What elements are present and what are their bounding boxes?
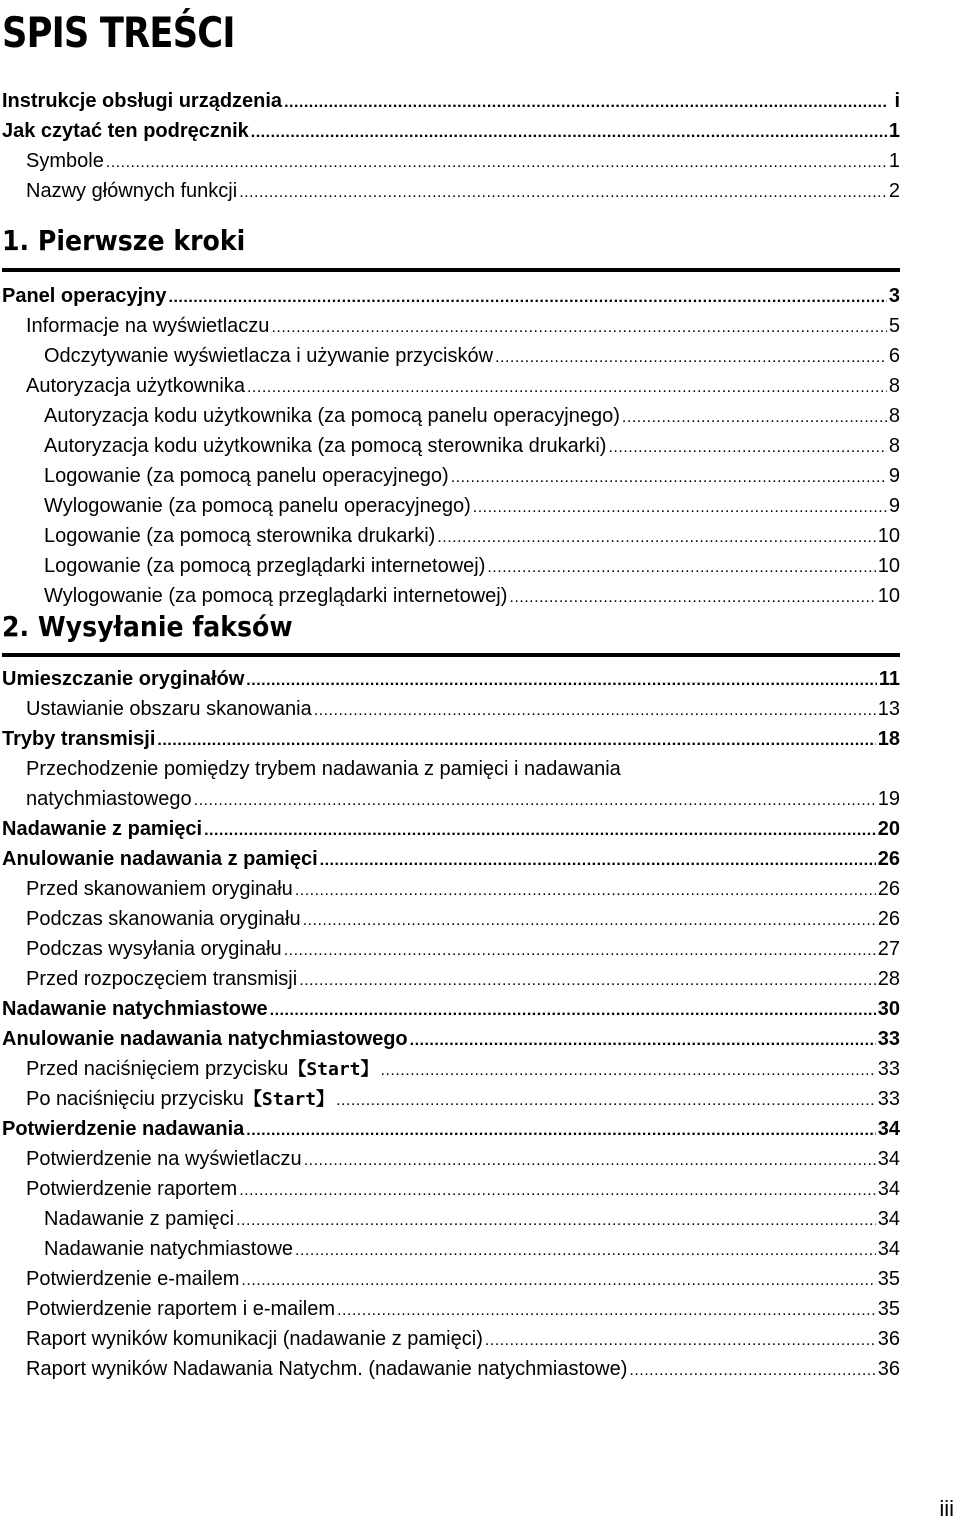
toc-entry-label: Podczas skanowania oryginału: [26, 908, 301, 930]
toc-entry-label: Instrukcje obsługi urządzenia: [2, 90, 283, 112]
dot-leader: [608, 433, 886, 463]
toc-entry-page: 33: [877, 1058, 900, 1080]
toc-entry-page: 3: [888, 285, 900, 307]
toc-entry[interactable]: [0, 844, 900, 874]
dot-leader: [337, 1296, 876, 1326]
dot-leader: [246, 666, 877, 696]
dot-leader: [204, 816, 876, 846]
toc-entry-page: 26: [877, 848, 900, 870]
toc-entry-page: 1: [888, 150, 900, 172]
toc-entry-page: 36: [877, 1328, 900, 1350]
toc-entry[interactable]: [0, 116, 900, 146]
toc-entry-page: 6: [888, 345, 900, 367]
toc-entry-label: Wylogowanie (za pomocą przeglądarki internetowej): [44, 585, 508, 607]
toc-entry-label: Nadawanie natychmiastowe: [2, 998, 268, 1020]
toc-entry-label: Podczas wysyłania oryginału: [26, 938, 282, 960]
dot-leader: [320, 846, 876, 876]
toc-entry[interactable]: [0, 401, 900, 431]
toc-entry-label: Panel operacyjny: [2, 285, 167, 307]
chapter-1-rule: [2, 268, 900, 272]
toc-entry-page: 34: [877, 1148, 900, 1170]
toc-entry-label: Nadawanie z pamięci: [2, 818, 203, 840]
toc-entry-page: i: [894, 90, 900, 112]
toc-entry-label: Przed skanowaniem oryginału: [26, 878, 293, 900]
chapter-1-title: 1. Pierwsze kroki: [2, 224, 246, 257]
toc-entry-label: Anulowanie nadawania z pamięci: [2, 848, 318, 870]
toc-entry-label: Po naciśnięciu przycisku: [26, 1088, 244, 1110]
toc-entry[interactable]: [0, 994, 900, 1024]
dot-leader: [381, 1056, 876, 1086]
toc-entry-page: 34: [877, 1238, 900, 1260]
toc-intro-section: [0, 86, 900, 206]
toc-entry-label: Raport wyników komunikacji (nadawanie z pamięci): [26, 1328, 483, 1350]
toc-entry-page: 10: [877, 585, 900, 607]
toc-entry-page: 8: [888, 405, 900, 427]
toc-entry[interactable]: [0, 1234, 900, 1264]
chapter-2-rule: [2, 653, 900, 657]
toc-entry[interactable]: [0, 664, 900, 694]
toc-entry-label: Nadawanie natychmiastowe: [44, 1238, 294, 1260]
toc-entry[interactable]: [0, 1204, 900, 1234]
dot-leader: [236, 1206, 876, 1236]
toc-entry-page: 26: [877, 878, 900, 900]
toc-entry-page: 35: [877, 1298, 900, 1320]
toc-entry-label: Autoryzacja kodu użytkownika (za pomocą panelu operacyjnego): [44, 405, 620, 427]
toc-entry[interactable]: [0, 281, 900, 311]
key-label: 【Start】: [243, 1089, 335, 1110]
toc-entry-label: Symbole: [26, 150, 104, 172]
chapter-2-title: 2. Wysyłanie faksów: [2, 610, 293, 643]
toc-entry[interactable]: [0, 341, 900, 371]
dot-leader: [495, 343, 887, 373]
toc-entry-page: 1: [888, 120, 900, 142]
toc-entry[interactable]: [0, 904, 900, 934]
toc-entry-page: 18: [877, 728, 900, 750]
toc-entry[interactable]: [0, 461, 900, 491]
toc-entry[interactable]: [0, 724, 900, 754]
page-number: iii: [939, 1496, 954, 1521]
toc-entry-page: 9: [888, 495, 900, 517]
toc-entry-page: 9: [888, 465, 900, 487]
toc-entry-page: 8: [888, 375, 900, 397]
dot-leader: [169, 283, 887, 313]
toc-entry[interactable]: [0, 964, 900, 994]
dot-leader: [410, 1026, 876, 1056]
toc-entry-page: 36: [877, 1358, 900, 1380]
toc-entry-label: Nazwy głównych funkcji: [26, 180, 238, 202]
dot-leader: [194, 786, 876, 816]
toc-entry[interactable]: [0, 1354, 900, 1384]
dot-leader: [157, 726, 875, 756]
toc-entry[interactable]: [0, 1264, 900, 1294]
toc-entry[interactable]: [0, 521, 900, 551]
toc-entry-page: 33: [877, 1088, 900, 1110]
toc-entry[interactable]: [0, 1024, 900, 1054]
toc-entry-label: Nadawanie z pamięci: [44, 1208, 235, 1230]
toc-entry-label: Ustawianie obszaru skanowania: [26, 698, 312, 720]
dot-leader: [473, 493, 887, 523]
toc-entry[interactable]: [0, 1054, 900, 1084]
dot-leader: [622, 403, 887, 433]
dot-leader: [336, 1086, 876, 1116]
dot-leader: [487, 553, 875, 583]
toc-entry-label: Umieszczanie oryginałów: [2, 668, 245, 690]
toc-entry[interactable]: [0, 1084, 900, 1114]
toc-entry-label: Informacje na wyświetlaczu: [26, 315, 270, 337]
dot-leader: [485, 1326, 876, 1356]
toc-entry-page: 34: [877, 1178, 900, 1200]
toc-entry-label: Przechodzenie pomiędzy trybem nadawania z pamięci i nadawania: [26, 758, 621, 780]
toc-entry[interactable]: [0, 1174, 900, 1204]
toc-entry[interactable]: [0, 146, 900, 176]
page-title: SPIS TREŚCI: [2, 8, 235, 57]
dot-leader: [303, 906, 876, 936]
toc-entry-page: 8: [888, 435, 900, 457]
toc-entry-page: 35: [877, 1268, 900, 1290]
toc-entry-label: Jak czytać ten podręcznik: [2, 120, 249, 142]
toc-entry-label: Autoryzacja użytkownika: [26, 375, 245, 397]
toc-chapter-2-section: [0, 664, 900, 1384]
dot-leader: [629, 1356, 875, 1386]
toc-entry-label: Potwierdzenie nadawania: [2, 1118, 245, 1140]
dot-leader: [451, 463, 887, 493]
toc-chapter-1-section: [0, 281, 900, 611]
dot-leader: [106, 148, 887, 178]
toc-entry[interactable]: [0, 874, 900, 904]
toc-entry[interactable]: [0, 1144, 900, 1174]
toc-entry-label: Autoryzacja kodu użytkownika (za pomocą sterownika drukarki): [44, 435, 607, 457]
toc-entry-page: 10: [877, 555, 900, 577]
toc-entry[interactable]: [0, 491, 900, 521]
toc-entry-label: Odczytywanie wyświetlacza i używanie przycisków: [44, 345, 494, 367]
toc-entry-label: Potwierdzenie na wyświetlaczu: [26, 1148, 302, 1170]
toc-entry[interactable]: [0, 784, 900, 814]
toc-entry-label: Przed rozpoczęciem transmisji: [26, 968, 298, 990]
dot-leader: [271, 313, 886, 343]
toc-entry-label: Potwierdzenie raportem: [26, 1178, 238, 1200]
toc-entry-label: Potwierdzenie e-mailem: [26, 1268, 240, 1290]
dot-leader: [299, 966, 876, 996]
toc-entry-label: Tryby transmisji: [2, 728, 156, 750]
toc-entry[interactable]: [0, 551, 900, 581]
toc-entry-label: Wylogowanie (za pomocą panelu operacyjnego): [44, 495, 471, 517]
toc-entry[interactable]: [0, 176, 900, 206]
key-label: 【Start】: [288, 1059, 379, 1080]
toc-entry[interactable]: [0, 694, 900, 724]
toc-entry[interactable]: [0, 581, 900, 611]
toc-entry-page: 26: [877, 908, 900, 930]
dot-leader: [247, 373, 887, 403]
toc-entry-page: 2: [888, 180, 900, 202]
dot-leader: [241, 1266, 875, 1296]
toc-entry[interactable]: [0, 371, 900, 401]
dot-leader: [284, 88, 888, 118]
dot-leader: [239, 1176, 876, 1206]
toc-entry-page: 20: [877, 818, 900, 840]
dot-leader: [509, 583, 875, 613]
toc-entry[interactable]: [0, 1114, 900, 1144]
toc-entry-page: 30: [877, 998, 900, 1020]
dot-leader: [295, 876, 876, 906]
dot-leader: [304, 1146, 876, 1176]
toc-entry-page: 10: [877, 525, 900, 547]
toc-entry[interactable]: [0, 86, 900, 116]
toc-entry-label: natychmiastowego: [26, 788, 192, 810]
dot-leader: [246, 1116, 875, 1146]
toc-entry-label: Logowanie (za pomocą panelu operacyjnego): [44, 465, 449, 487]
dot-leader: [314, 696, 876, 726]
toc-entry-page: 27: [877, 938, 900, 960]
toc-entry[interactable]: [0, 1324, 900, 1354]
toc-entry[interactable]: [0, 311, 900, 341]
toc-entry[interactable]: [0, 814, 900, 844]
toc-entry-page: 13: [877, 698, 900, 720]
toc-entry-page: 28: [877, 968, 900, 990]
toc-entry-page: 34: [877, 1118, 900, 1140]
toc-entry-page: 11: [878, 668, 900, 690]
toc-entry-page: 19: [877, 788, 900, 810]
toc-entry-page: 33: [877, 1028, 900, 1050]
toc-entry-label: Przed naciśnięciem przycisku: [26, 1058, 289, 1080]
dot-leader: [295, 1236, 876, 1266]
toc-entry[interactable]: [0, 431, 900, 461]
toc-entry-label: Logowanie (za pomocą przeglądarki internetowej): [44, 555, 486, 577]
toc-entry-page: 34: [877, 1208, 900, 1230]
toc-entry-label: Anulowanie nadawania natychmiastowego: [2, 1028, 408, 1050]
toc-entry[interactable]: [0, 754, 900, 784]
toc-entry[interactable]: [0, 934, 900, 964]
dot-leader: [239, 178, 887, 208]
dot-leader: [284, 936, 876, 966]
toc-entry-page: 5: [888, 315, 900, 337]
dot-leader: [251, 118, 887, 148]
toc-entry-label: Potwierdzenie raportem i e-mailem: [26, 1298, 336, 1320]
toc-entry-label: Logowanie (za pomocą sterownika drukarki): [44, 525, 436, 547]
toc-entry[interactable]: [0, 1294, 900, 1324]
dot-leader: [437, 523, 875, 553]
toc-entry-label: Raport wyników Nadawania Natychm. (nadawanie natychmiastowe): [26, 1358, 628, 1380]
dot-leader: [270, 996, 876, 1026]
